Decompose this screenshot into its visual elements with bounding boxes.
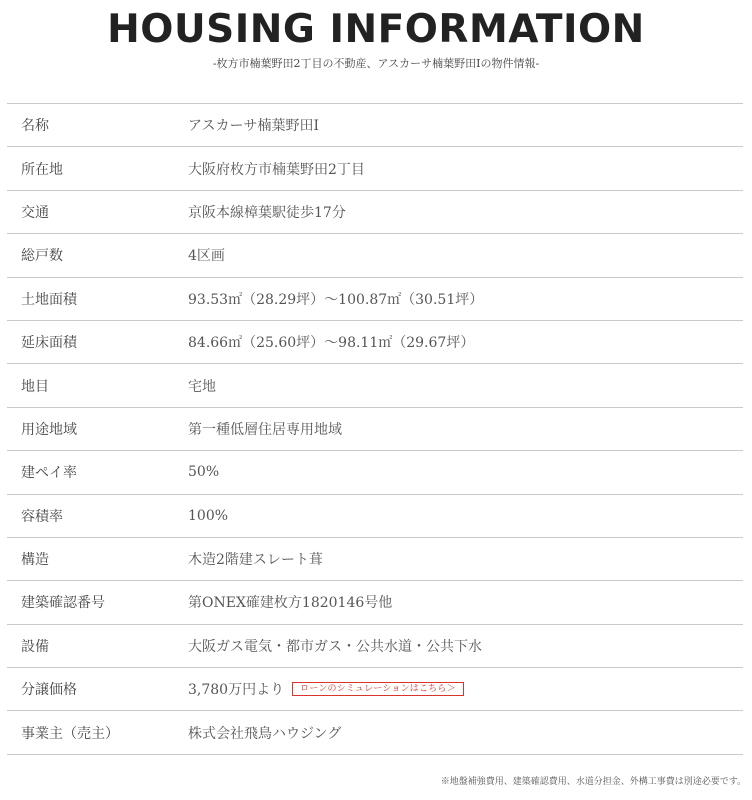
row-value: 第一種低層住居専用地域 [188, 421, 342, 438]
row-label: 地目 [21, 378, 49, 395]
row-label: 設備 [21, 638, 49, 655]
row-value [188, 679, 743, 699]
row-value: 第ONEX確建枚方1820146号他 [188, 595, 393, 612]
row-value: 93.53㎡（28.29坪）～100.87㎡（30.51坪） [188, 291, 484, 308]
table-row-land-category [7, 364, 743, 407]
row-label: 容積率 [21, 508, 63, 525]
footnote: ※地盤補強費用、建築確認費用、水道分担金、外構工事費は別途必要です。 [440, 777, 746, 787]
row-value: 京阪本線樟葉駅徒歩17分 [188, 204, 346, 221]
property-info-table [7, 103, 743, 755]
row-label: 土地面積 [21, 291, 77, 308]
row-label: 事業主（売主） [21, 725, 119, 742]
table-row-total-units [7, 234, 743, 277]
row-label: 建ペイ率 [21, 465, 77, 482]
table-row-developer [7, 711, 743, 754]
page-subtitle: -枚方市楠葉野田2丁目の不動産、アスカーサ楠葉野田Ⅰの物件情報- [212, 57, 540, 70]
table-row-name [7, 104, 743, 147]
page-title: HOUSING INFORMATION [107, 7, 645, 52]
table-row-building-permit [7, 581, 743, 624]
row-value: 宅地 [188, 378, 216, 395]
row-label: 名称 [21, 118, 49, 135]
row-label: 分譲価格 [21, 682, 77, 699]
row-value: アスカーサ楠葉野田Ⅰ [188, 118, 319, 135]
row-label: 構造 [21, 552, 49, 569]
table-row-building-coverage [7, 451, 743, 494]
row-label: 延床面積 [21, 335, 77, 352]
table-row-facilities [7, 625, 743, 668]
table-row-floor-area-ratio [7, 495, 743, 538]
row-label: 建築確認番号 [21, 595, 105, 612]
price-value: 3,780万円より [188, 682, 285, 699]
row-value: 大阪府枚方市楠葉野田2丁目 [188, 161, 365, 178]
table-row-floor-area [7, 321, 743, 364]
row-value: 84.66㎡（25.60坪）～98.11㎡（29.67坪） [188, 335, 475, 352]
table-row-transport [7, 191, 743, 234]
row-label: 総戸数 [21, 248, 63, 265]
loan-simulation-link[interactable]: ローンのシミュレーションはこちら＞ [292, 682, 464, 696]
row-label: 用途地域 [21, 421, 77, 438]
table-row-location [7, 147, 743, 190]
row-value: 50% [188, 464, 220, 481]
row-label: 交通 [21, 204, 49, 221]
row-label: 所在地 [21, 161, 63, 178]
row-value: 株式会社飛鳥ハウジング [188, 725, 342, 742]
row-value: 大阪ガス電気・都市ガス・公共水道・公共下水 [188, 638, 482, 655]
row-value: 木造2階建スレート葺 [188, 552, 323, 569]
table-row-land-area [7, 278, 743, 321]
row-value: 4区画 [188, 248, 225, 265]
row-value: 100% [188, 507, 229, 524]
table-row-zoning [7, 408, 743, 451]
table-row-structure [7, 538, 743, 581]
table-row-price [7, 668, 743, 711]
